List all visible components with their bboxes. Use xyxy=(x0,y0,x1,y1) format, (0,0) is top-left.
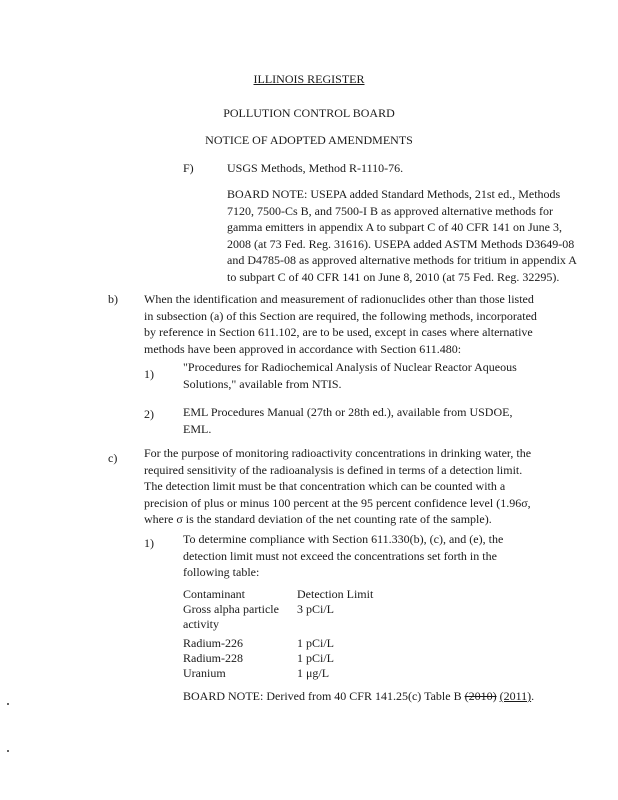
section-b-item-2-line: EML. xyxy=(183,421,212,436)
section-c-text xyxy=(144,445,531,528)
board-note-2 xyxy=(183,688,534,705)
item-f-marker: F) xyxy=(183,161,194,175)
section-c-line: precision of plus or minus 100 percent at the 95 percent confidence level (1.96σ, xyxy=(144,495,531,510)
table-row xyxy=(183,651,373,666)
table-row xyxy=(183,602,373,617)
section-c-line: The detection limit must be that concentration which can be counted with a xyxy=(144,479,506,494)
section-b-line: methods have been approved in accordance with Section 611.480: xyxy=(144,341,462,356)
board-note-1-line: gamma emitters in appendix A to subpart C of 40 CFR 141 on June 3, xyxy=(227,220,562,235)
section-b-line: in subsection (a) of this Section are required, the following methods, incorporated xyxy=(144,308,537,323)
board-note-2-suffix: . xyxy=(531,689,535,703)
section-b-item-2-text xyxy=(183,404,512,437)
board-name: POLLUTION CONTROL BOARD xyxy=(223,106,395,120)
board-note-2-inserted: (2011) xyxy=(499,689,532,703)
section-c-line: For the purpose of monitoring radioactivity concentrations in drinking water, the xyxy=(144,446,532,460)
section-b-item-1-text xyxy=(183,359,517,392)
section-c-item-1-line: To determine compliance with Section 611.330(b), (c), and (e), the xyxy=(183,532,504,546)
table-cell-contaminant: activity xyxy=(183,617,219,631)
table-cell-limit: 1 pCi/L xyxy=(297,636,335,650)
section-b-item-2-line: EML Procedures Manual (27th or 28th ed.), available from USDOE, xyxy=(183,405,513,419)
section-b-item-1-marker: 1) xyxy=(144,367,154,381)
scan-speck xyxy=(7,703,9,705)
board-note-2-prefix: BOARD NOTE: Derived from 40 CFR 141.25(c) Table B xyxy=(183,689,465,703)
table-cell-contaminant: Radium-228 xyxy=(183,651,243,665)
section-c-line: where σ is the standard deviation of the net counting rate of the sample). xyxy=(144,512,492,527)
register-title: ILLINOIS REGISTER xyxy=(253,72,365,86)
table-cell-contaminant: Radium-226 xyxy=(183,636,243,650)
table-cell-limit: 3 pCi/L xyxy=(297,602,335,616)
section-b-item-1-line: "Procedures for Radiochemical Analysis of Nuclear Reactor Aqueous xyxy=(183,360,517,374)
table-cell-limit xyxy=(297,617,373,636)
scan-speck xyxy=(7,750,9,752)
section-b-line: by reference in Section 611.102, are to be used, except in cases where alternative xyxy=(144,325,533,340)
table-row xyxy=(183,666,373,681)
item-f-text: USGS Methods, Method R-1110-76. xyxy=(227,161,404,175)
section-c-line: required sensitivity of the radioanalysis is defined in terms of a detection limit. xyxy=(144,462,523,477)
detection-limit-table xyxy=(183,587,373,681)
board-note-1-line: 7120, 7500-Cs B, and 7500-I B as approved alternative methods for xyxy=(227,203,553,218)
section-c-item-1-text xyxy=(183,531,503,581)
section-c-item-1-line: detection limit must not exceed the concentrations set forth in the xyxy=(183,548,497,563)
table-row xyxy=(183,636,373,651)
section-c-marker: c) xyxy=(108,451,118,465)
table-row xyxy=(183,617,373,636)
table-header-detection-limit: Detection Limit xyxy=(297,587,374,601)
table-header-row xyxy=(183,587,373,602)
board-note-1-line: to subpart C of 40 CFR 141 on June 8, 2010 (at 75 Fed. Reg. 32295). xyxy=(227,269,560,284)
table-cell-contaminant: Uranium xyxy=(183,666,226,680)
table-header-contaminant: Contaminant xyxy=(183,587,245,601)
section-b-line: When the identification and measurement of radionuclides other than those listed xyxy=(144,292,534,306)
table-cell-contaminant: Gross alpha particle xyxy=(183,602,279,616)
section-c-item-1-marker: 1) xyxy=(144,536,154,550)
board-note-1-line: and D4785-08 as approved alternative methods for tritium in appendix A xyxy=(227,253,577,268)
board-note-2-struck: (2010) xyxy=(464,689,497,703)
section-b-text xyxy=(144,291,537,357)
table-cell-limit: 1 μg/L xyxy=(297,666,330,680)
section-b-item-1-line: Solutions," available from NTIS. xyxy=(183,376,342,391)
table-cell-limit: 1 pCi/L xyxy=(297,651,335,665)
board-note-1-line: BOARD NOTE: USEPA added Standard Methods, 21st ed., Methods xyxy=(227,187,561,201)
board-note-1-line: 2008 (at 73 Fed. Reg. 31616). USEPA added ASTM Methods D3649-08 xyxy=(227,236,575,251)
section-b-item-2-marker: 2) xyxy=(144,407,154,421)
notice-title: NOTICE OF ADOPTED AMENDMENTS xyxy=(205,133,413,147)
section-c-item-1-line: following table: xyxy=(183,565,260,580)
board-note-1 xyxy=(227,186,577,286)
section-b-marker: b) xyxy=(108,292,118,306)
